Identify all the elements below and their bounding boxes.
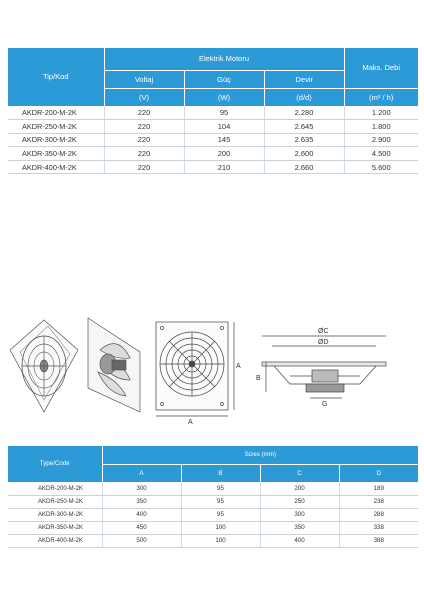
power-unit: (W) [184,88,264,106]
table-cell: 220 [104,120,184,134]
voltage-header: Voltaj [104,70,184,88]
type-code-cell: AKDR-350-M-2K [8,521,102,534]
table-row [8,482,418,495]
table-row [8,147,418,161]
table-cell: 350 [260,521,339,534]
max-flow-header: Maks. Debi [344,48,418,88]
table-cell: 338 [339,521,418,534]
dimension-d-label: ØD [318,339,329,346]
size-b-header: B [181,464,260,482]
table-cell: 2.645 [264,120,344,134]
table-cell: 220 [104,133,184,147]
power-header: Güç [184,70,264,88]
motor-spec-table [8,48,418,174]
table-cell: 450 [102,521,181,534]
table-cell: 238 [339,495,418,508]
table-cell: 220 [104,106,184,120]
table-cell: 220 [104,147,184,161]
table-cell: 200 [260,482,339,495]
dimension-g-label: G [322,401,328,408]
table-cell: 2.600 [264,147,344,161]
table-cell: 104 [184,120,264,134]
table-row [8,133,418,147]
speed-header: Devir [264,70,344,88]
table-cell: 1.200 [344,106,418,120]
fan-front-view-icon [156,322,234,416]
type-code-cell: AKDR-200-M-2K [8,482,102,495]
table-cell: 2.280 [264,106,344,120]
dimension-c-label: ØC [318,328,329,335]
table-cell: 500 [102,534,181,547]
size-c-header: C [260,464,339,482]
table-cell: 388 [339,534,418,547]
table-cell: 5.600 [344,160,418,174]
voltage-unit: (V) [104,88,184,106]
dimension-b-label: B [256,375,261,382]
table-cell: 300 [102,482,181,495]
table-cell: 220 [104,160,184,174]
table-row [8,521,418,534]
dimension-a-bottom: A [188,419,193,426]
table-cell: 100 [181,521,260,534]
speed-unit: (d/d) [264,88,344,106]
type-code-header: Type/Code [8,446,102,482]
table-cell: 100 [181,534,260,547]
type-code-cell: AKDR-400-M-2K [8,160,104,174]
size-d-header: D [339,464,418,482]
table-cell: 200 [184,147,264,161]
table-row [8,160,418,174]
table-row [8,120,418,134]
sizes-header: Sizes (mm) [102,446,418,464]
flow-unit: (m³ / h) [344,88,418,106]
type-code-cell: AKDR-200-M-2K [8,106,104,120]
table-cell: 4.500 [344,147,418,161]
type-code-cell: AKDR-300-M-2K [8,133,104,147]
table-row [8,106,418,120]
fan-perspective-front-icon [10,320,78,412]
size-a-header: A [102,464,181,482]
type-code-cell: AKDR-250-M-2K [8,120,104,134]
table-cell: 250 [260,495,339,508]
electric-motor-header: Elektrik Motoru [104,48,344,70]
type-code-cell: AKDR-350-M-2K [8,147,104,161]
table-cell: 300 [260,508,339,521]
table-cell: 2.660 [264,160,344,174]
table-cell: 210 [184,160,264,174]
table-cell: 189 [339,482,418,495]
size-spec-table [8,446,418,548]
table-cell: 95 [181,495,260,508]
table-cell: 2.900 [344,133,418,147]
table-cell: 95 [184,106,264,120]
table-cell: 400 [260,534,339,547]
table-cell: 95 [181,482,260,495]
table-row [8,508,418,521]
table-cell: 2.635 [264,133,344,147]
dimension-a-side: A [236,363,241,370]
table-cell: 400 [102,508,181,521]
table-cell: 288 [339,508,418,521]
table-cell: 145 [184,133,264,147]
fan-dimension-drawings [0,300,424,430]
table-cell: 350 [102,495,181,508]
type-code-cell: AKDR-400-M-2K [8,534,102,547]
type-code-cell: AKDR-250-M-2K [8,495,102,508]
table-row [8,495,418,508]
type-code-cell: AKDR-300-M-2K [8,508,102,521]
fan-perspective-blade-icon [88,318,140,412]
type-code-header: Tip/Kod [8,48,104,106]
table-cell: 95 [181,508,260,521]
table-row [8,534,418,547]
table-cell: 1.800 [344,120,418,134]
